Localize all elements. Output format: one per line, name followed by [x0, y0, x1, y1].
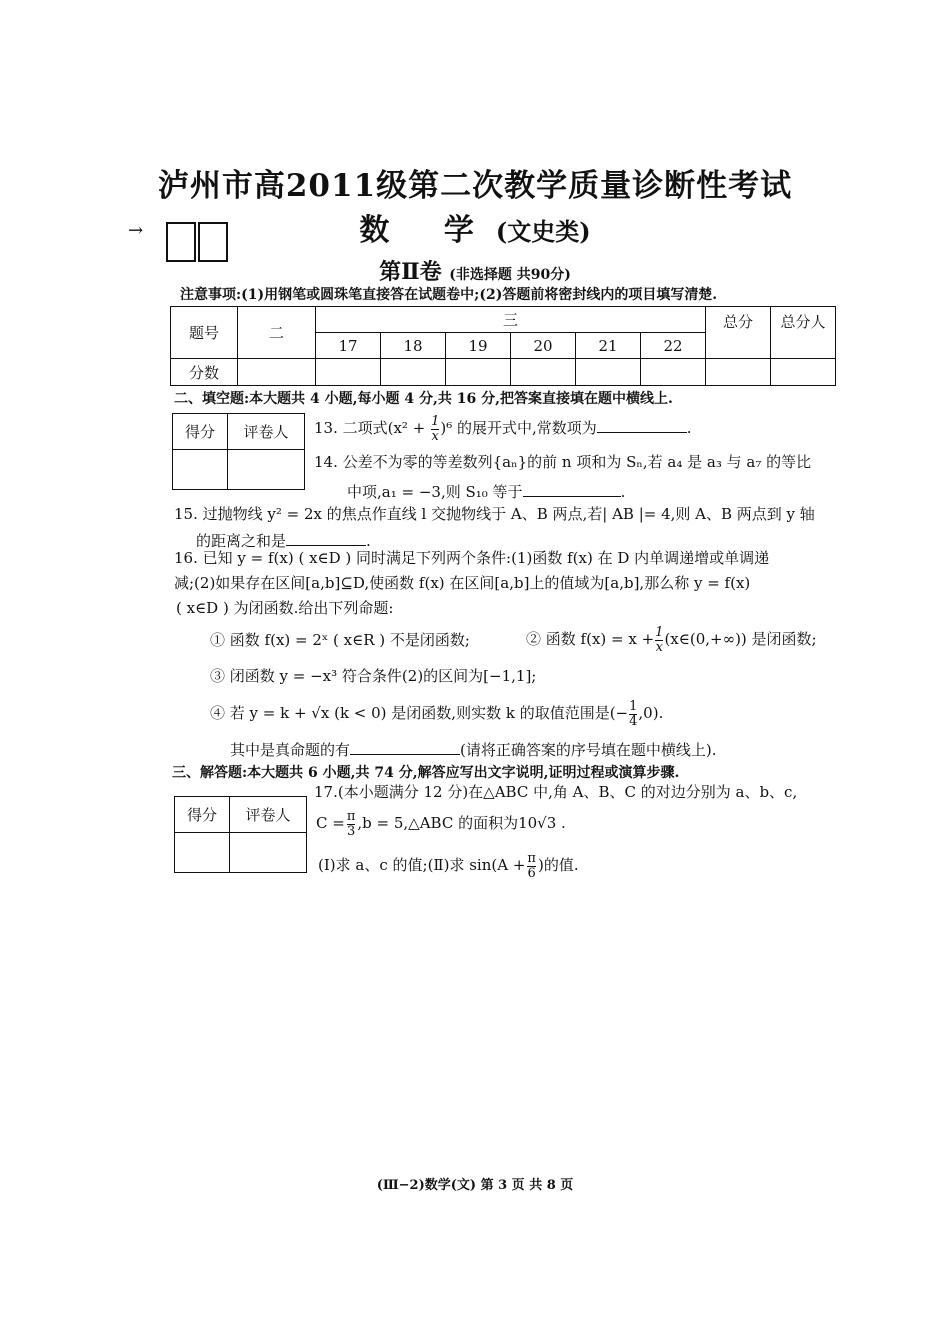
subject-main: 数 学 [359, 213, 496, 248]
q17-pi-den: 3 [346, 823, 356, 839]
q13-text-b: )⁶ 的展开式中,常数项为 [440, 419, 597, 438]
q17-pi6-fraction [527, 852, 536, 880]
section-three-cell: 三 [316, 307, 706, 333]
score-entry-cell[interactable] [511, 359, 576, 386]
volume-heading [0, 255, 950, 286]
grader-table-sec3 [174, 796, 307, 873]
q14-text: 中项,a₁ = −3,则 S₁₀ 等于 [347, 483, 523, 501]
p4-fraction [629, 700, 637, 728]
q15-text: 的距离之和是 [196, 532, 287, 550]
question-17-line1: 17.(本小题满分 12 分)在△ABC 中,角 A、B、C 的对边分别为 a、b、c, [314, 783, 798, 801]
question-15-line1: 15. 过抛物线 y² = 2x 的焦点作直线 l 交抛物线于 A、B 两点,若| AB |= 4,则 A、B 两点到 y 轴 [174, 505, 815, 523]
score-entry-cell[interactable] [238, 359, 316, 386]
score-entry-cell[interactable] [706, 359, 771, 386]
question-17-line2 [316, 810, 566, 838]
section-two-cell: 二 [238, 307, 316, 359]
q17-c-eq: C = [316, 814, 345, 833]
grader-person-cell[interactable] [228, 450, 305, 490]
q15-end: . [366, 532, 371, 550]
q15-answer-blank[interactable] [286, 531, 366, 546]
section-three-heading: 三、解答题:本大题共 6 小题,共 74 分,解答应写出文字说明,证明过程或演算步骤. [172, 765, 680, 781]
grader-person-cell[interactable] [230, 833, 307, 873]
subject-sub: (文史类) [495, 217, 591, 246]
p2-fraction [655, 626, 663, 654]
score-entry-cell[interactable] [446, 359, 511, 386]
grader-person-label: 评卷人 [228, 414, 305, 450]
question-number-cell: 17 [316, 333, 381, 359]
q17-pi-num: π [346, 809, 356, 824]
q16-ask-text-b: (请将正确答案的序号填在题中横线上). [460, 741, 717, 759]
total-person-cell: 总分人 [771, 307, 836, 359]
question-13 [314, 415, 692, 443]
question-14-line1: 14. 公差不为零的等差数列{aₙ}的前 n 项和为 Sₙ,若 a₄ 是 a₃ 与 a₇ 的等比 [314, 453, 812, 471]
score-entry-cell[interactable] [316, 359, 381, 386]
question-15-line2 [196, 531, 371, 549]
question-number-cell: 19 [446, 333, 511, 359]
q13-frac-num: 1 [431, 414, 440, 429]
grader-score-cell[interactable] [175, 833, 230, 873]
p4-text-a: ④ 若 y = k + √x (k < 0) 是闭函数,则实数 k 的取值范围是(− [210, 704, 629, 723]
score-entry-cell[interactable] [381, 359, 446, 386]
question-16-ask [230, 740, 717, 758]
grader-score-cell[interactable] [173, 450, 228, 490]
volume-note: (非选择题 共90分) [449, 267, 571, 283]
q17-line3-b: )的值. [537, 856, 579, 875]
page-footer: (Ⅲ−2)数学(文) 第 3 页 共 8 页 [376, 1178, 574, 1193]
question-16-line2: 减;(2)如果存在区间[a,b]⊆D,使函数 f(x) 在区间[a,b]上的值域为[a,b],那么称 y = f(x) [174, 574, 751, 592]
proposition-2 [526, 626, 817, 654]
q14-answer-blank[interactable] [523, 482, 621, 497]
total-cell: 总分 [706, 307, 771, 359]
q17-line2-rest: ,b = 5,△ABC 的面积为10√3 . [357, 814, 566, 833]
q17-pi6-den: 6 [527, 865, 536, 881]
score-label-cell: 分数 [171, 359, 238, 386]
question-label-cell: 题号 [171, 307, 238, 359]
q17-pi-fraction [347, 810, 356, 838]
score-entry-cell[interactable] [771, 359, 836, 386]
notice-text: 注意事项:(1)用钢笔或圆珠笔直接答在试题卷中;(2)答题前将密封线内的项目填写清楚. [180, 287, 718, 303]
question-16-line1: 16. 已知 y = f(x) ( x∈D ) 同时满足下列两个条件:(1)函数 f(x) 在 D 内单调递增或单调递 [174, 549, 770, 567]
proposition-4 [210, 700, 663, 728]
p2-text-a: ② 函数 f(x) = x + [526, 630, 655, 649]
q16-ask-text-a: 其中是真命题的有 [230, 741, 351, 759]
question-14-line2 [347, 482, 625, 500]
p2-frac-num: 1 [655, 625, 664, 640]
p4-frac-den: 4 [629, 713, 638, 729]
score-table [170, 306, 836, 386]
p2-text-b: (x∈(0,+∞)) 是闭函数; [664, 630, 817, 649]
proposition-1: ① 函数 f(x) = 2ˣ ( x∈R ) 不是闭函数; [210, 631, 470, 649]
question-17-line3 [318, 852, 579, 880]
q13-answer-blank[interactable] [597, 418, 687, 433]
score-entry-cell[interactable] [641, 359, 706, 386]
exam-title: 泸州市高2011级第二次教学质量诊断性考试 [157, 168, 793, 204]
section-two-heading: 二、填空题:本大题共 4 小题,每小题 4 分,共 16 分,把答案直接填在题中横线上. [174, 391, 673, 407]
proposition-3: ③ 闭函数 y = −x³ 符合条件(2)的区间为[−1,1]; [210, 667, 537, 685]
grader-score-label: 得分 [173, 414, 228, 450]
q14-end: . [620, 483, 626, 501]
q17-pi6-num: π [527, 851, 536, 866]
q13-frac-den: x [431, 428, 439, 444]
q17-line3-a: (Ⅰ)求 a、c 的值;(Ⅱ)求 sin(A + [318, 856, 526, 875]
grader-score-label: 得分 [175, 797, 230, 833]
question-number-cell: 20 [511, 333, 576, 359]
q16-answer-blank[interactable] [350, 740, 460, 755]
p4-text-b: ,0). [638, 704, 664, 723]
score-entry-cell[interactable] [576, 359, 641, 386]
arrow-marker: → [128, 220, 144, 241]
q13-text-a: 13. 二项式(x² + [314, 419, 431, 438]
q13-end: . [686, 419, 692, 438]
grader-table-sec2 [172, 413, 305, 490]
q13-fraction [431, 415, 439, 443]
question-number-cell: 18 [381, 333, 446, 359]
question-number-cell: 22 [641, 333, 706, 359]
p4-frac-num: 1 [629, 699, 638, 714]
question-16-line3: ( x∈D ) 为闭函数.给出下列命题: [176, 599, 394, 617]
p2-frac-den: x [655, 639, 663, 655]
volume-label: 第Ⅱ卷 [379, 259, 442, 285]
grader-person-label: 评卷人 [230, 797, 307, 833]
question-number-cell: 21 [576, 333, 641, 359]
